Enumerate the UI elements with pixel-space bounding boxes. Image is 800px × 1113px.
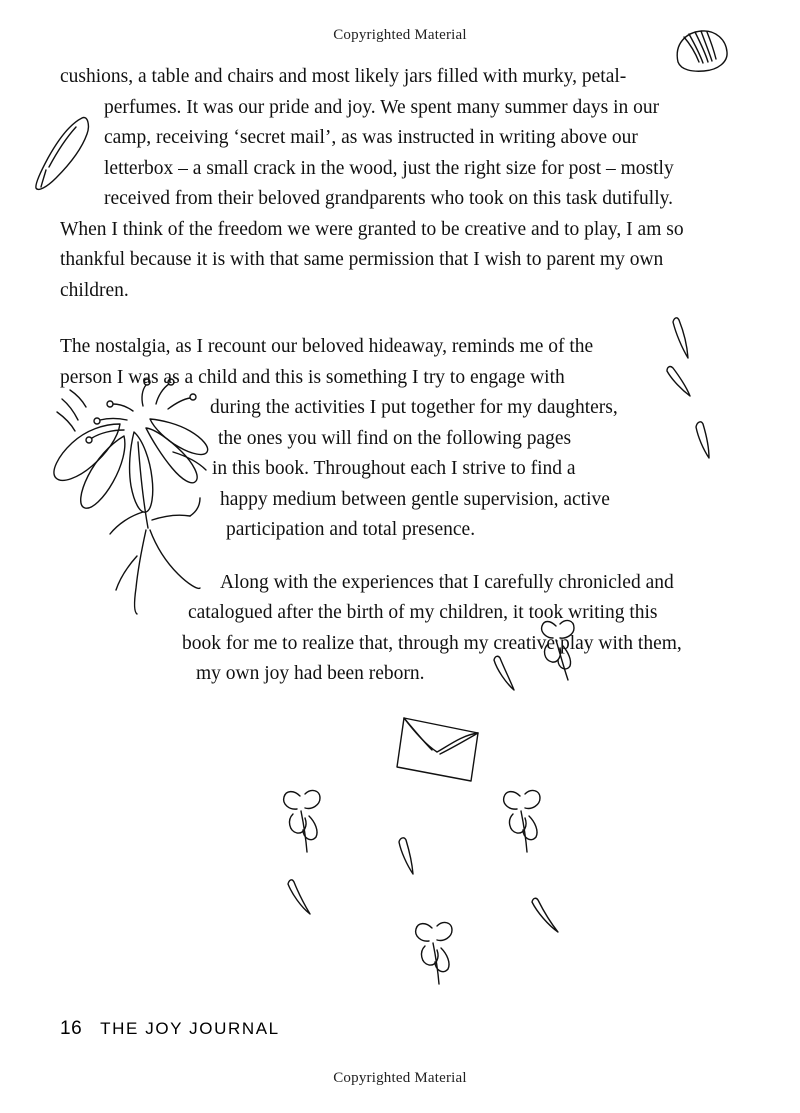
text-line: camp, receiving ‘secret mail’, as was instructed in writing above our [104, 127, 638, 148]
text-line: in this book. Throughout each I strive to find a [212, 458, 576, 479]
page-footer [60, 1018, 280, 1040]
text-line: cushions, a table and chairs and most likely jars filled with murky, petal- [60, 66, 627, 87]
text-line: The nostalgia, as I recount our beloved hideaway, reminds me of the [60, 336, 594, 357]
leaf-scatter-4-icon [532, 898, 558, 932]
copyright-watermark-top: Copyrighted Material [333, 27, 467, 43]
leaf-scatter-3-icon [288, 880, 310, 914]
text-line: perfumes. It was our pride and joy. We spent many summer days in our [104, 96, 660, 118]
text-line: children. [60, 279, 129, 301]
text-line: the ones you will find on the following pages [218, 427, 572, 449]
page-body-text [60, 62, 710, 712]
folio-number: 16 [60, 1018, 83, 1039]
flower-bottom-icon [416, 923, 452, 984]
envelope-icon [397, 718, 478, 781]
flower-lower-left-icon [284, 791, 320, 852]
copyright-watermark-bottom: Copyrighted Material [333, 1070, 467, 1086]
text-line: When I think of the freedom we were granted to be creative and to play, I am so [60, 218, 684, 240]
text-line: received from their beloved grandparents who took on this task dutifully. [104, 188, 673, 209]
text-line: catalogued after the birth of my children, it took writing this [188, 602, 658, 623]
text-line: during the activities I put together for my daughters, [210, 397, 618, 418]
text-line: person I was as a child and this is something I try to engage with [60, 366, 565, 388]
paragraph-2 [60, 332, 710, 546]
paragraph-1 [60, 62, 710, 306]
text-line: participation and total presence. [226, 519, 476, 540]
flower-lower-right-icon [504, 791, 540, 852]
running-title: THE JOY JOURNAL [100, 1019, 280, 1038]
text-line: my own joy had been reborn. [196, 663, 425, 684]
paragraph-3 [60, 568, 710, 690]
text-line: thankful because it is with that same permission that I wish to parent my own [60, 249, 664, 270]
text-line: happy medium between gentle supervision, active [220, 488, 610, 510]
leaf-scatter-2-icon [399, 838, 413, 874]
text-line: Along with the experiences that I carefully chronicled and [220, 571, 674, 593]
text-line: book for me to realize that, through my creative play with them, [182, 632, 682, 654]
text-line: letterbox – a small crack in the wood, just the right size for post – mostly [104, 157, 674, 179]
